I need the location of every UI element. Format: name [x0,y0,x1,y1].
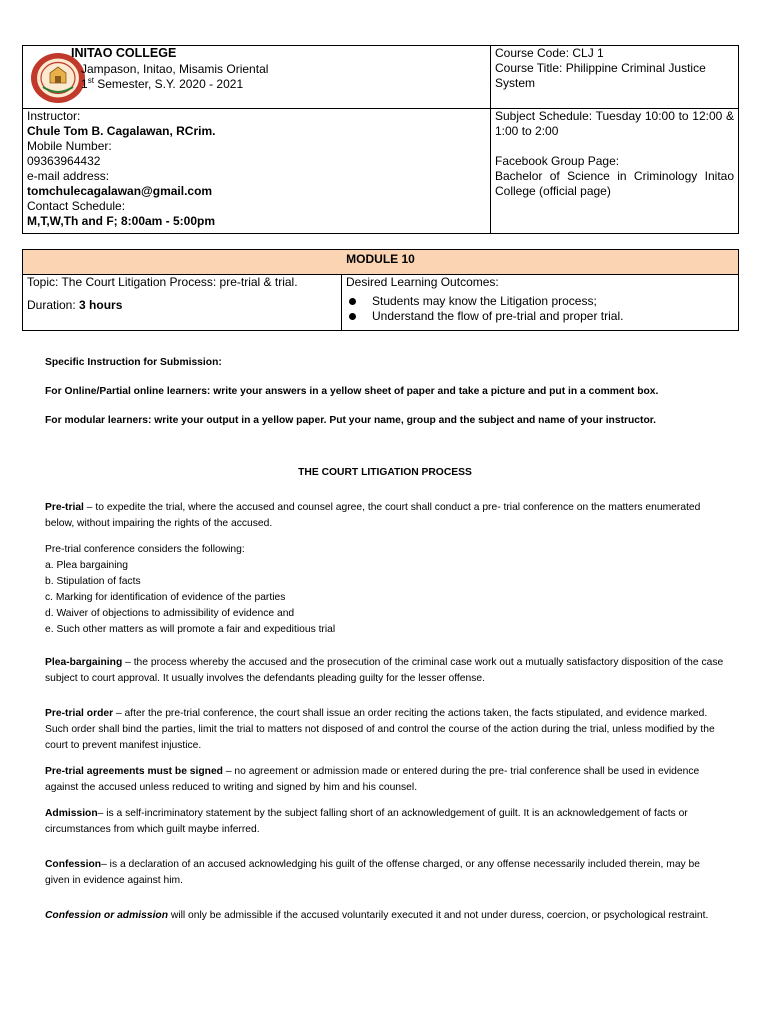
outcome-item: Students may know the Litigation process; [346,294,734,309]
pretrial-paragraph: Pre-trial – to expedite the trial, where the accused and counsel agree, the court shall conduct a pre- trial conference on the matters enumerated below, without impairing the rights of the accused. [45,502,701,529]
instructions-online: For Online/Partial online learners: write your answers in a yellow sheet of paper and take a picture and put in a comment box. [45,386,659,397]
facebook-label: Facebook Group Page: [495,154,620,168]
instructor-label: Instructor: [27,109,81,123]
outcomes-list [346,294,734,324]
contact-label: Contact Schedule: [27,199,126,213]
outcomes-cell [342,275,739,331]
instructor-cell [23,109,491,234]
instructions-modular: For modular learners: write your output in a yellow paper. Put your name, group and the subject and name of your instructor. [45,415,657,426]
confession-paragraph: Confession– is a declaration of an accused acknowledging his guilt of the offense charged, or any offense necessarily included therein, may be given in evidence against him. [45,859,701,886]
facebook-page: Bachelor of Science in Criminology Initao College (official page) [495,169,734,198]
contact-schedule: M,T,W,Th and F; 8:00am - 5:00pm [27,214,216,228]
course-header-table [22,45,739,234]
admission-paragraph: Admission– is a self-incriminatory statement by the subject falling short of an acknowledgement of guilt. It is an acknowledgement of facts or circumstances from which guilt maybe inferred. [45,808,688,835]
outcomes-label: Desired Learning Outcomes: [346,275,499,289]
confession-admission-paragraph: Confession or admission will only be admissible if the accused voluntarily executed it and not under duress, coercion, or psychological restraint. [45,910,709,921]
course-code: Course Code: CLJ 1 [495,46,604,60]
schedule-cell [491,109,739,234]
course-title: Course Title: Philippine Criminal Justice System [495,61,706,90]
conference-item: c. Marking for identification of evidence of the parties [45,592,286,603]
semester-line: 1st Semester, S.Y. 2020 - 2021 [81,76,244,91]
instructor-name: Chule Tom B. Cagalawan, RCrim. [27,124,216,138]
module-body [45,355,725,924]
email-label: e-mail address: [27,169,110,183]
conference-intro: Pre-trial conference considers the following: [45,544,245,555]
mobile-label: Mobile Number: [27,139,112,153]
agreements-paragraph: Pre-trial agreements must be signed – no agreement or admission made or entered during the pre- trial conference shall be used in evidence against the accused unless reduced to writing and signed by him and his counsel. [45,766,700,793]
section-title: THE COURT LITIGATION PROCESS [298,467,472,478]
conference-item: d. Waiver of objections to admissibility of evidence and [45,608,295,619]
module-title: MODULE 10 [23,250,739,275]
college-name: INITAO COLLEGE [71,46,177,60]
conference-item: e. Such other matters as will promote a fair and expeditious trial [45,624,336,635]
college-address: Jampason, Initao, Misamis Oriental [81,62,269,76]
subject-schedule: Subject Schedule: Tuesday 10:00 to 12:00 & 1:00 to 2:00 [495,109,734,138]
instructions-heading: Specific Instruction for Submission: [45,357,222,368]
plea-paragraph: Plea-bargaining – the process whereby the accused and the prosecution of the criminal case work out a mutually satisfactory disposition of the case subject to court approval. It usually involves the defendants pleading guilty for the lesser offense. [45,657,724,684]
outcome-item: Understand the flow of pre-trial and proper trial. [346,309,734,324]
duration: Duration: 3 hours [27,298,123,312]
topic: Topic: The Court Litigation Process: pre-trial & trial. [27,275,298,289]
course-info-cell [491,46,739,109]
conference-item: b. Stipulation of facts [45,576,141,587]
conference-item: a. Plea bargaining [45,560,129,571]
email-address: tomchulecagalawan@gmail.com [27,184,213,198]
module-table [22,249,739,331]
topic-cell [23,275,342,331]
order-paragraph: Pre-trial order – after the pre-trial conference, the court shall issue an order reciting the actions taken, the facts stipulated, and evidence marked. Such order shall bind the parties, limit the trial to matters not disposed of and control the course of the action during the trial, unless modified by the court to prevent manifest injustice. [45,708,715,751]
mobile-number: 09363964432 [27,154,101,168]
college-info-cell [23,46,491,109]
